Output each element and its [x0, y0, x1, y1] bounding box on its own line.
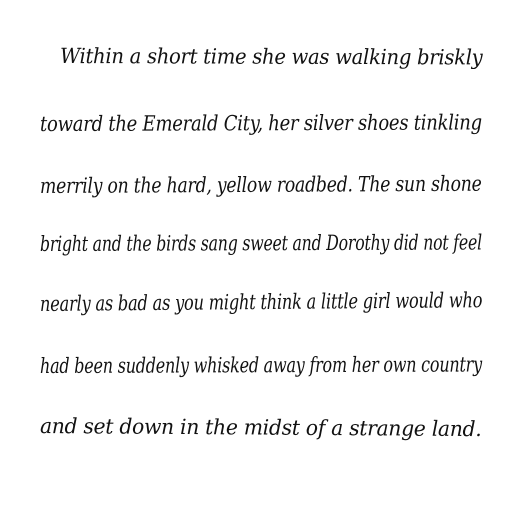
text-line-5: nearly as bad as you might think a little girl would who — [39, 288, 483, 316]
text-line-6: had been suddenly whisked away from her own country — [39, 352, 482, 378]
text-line-2: toward the Emerald City, her silver shoes tinkling — [39, 110, 482, 136]
text-line-1: Within a short time she was walking briskly — [59, 44, 483, 70]
text-line-4: bright and the birds sang sweet and Dorothy did not feel — [39, 230, 482, 256]
text-line-3: merrily on the hard, yellow roadbed. The sun shone — [39, 171, 482, 198]
text-line-7: and set down in the midst of a strange land. — [39, 414, 482, 442]
